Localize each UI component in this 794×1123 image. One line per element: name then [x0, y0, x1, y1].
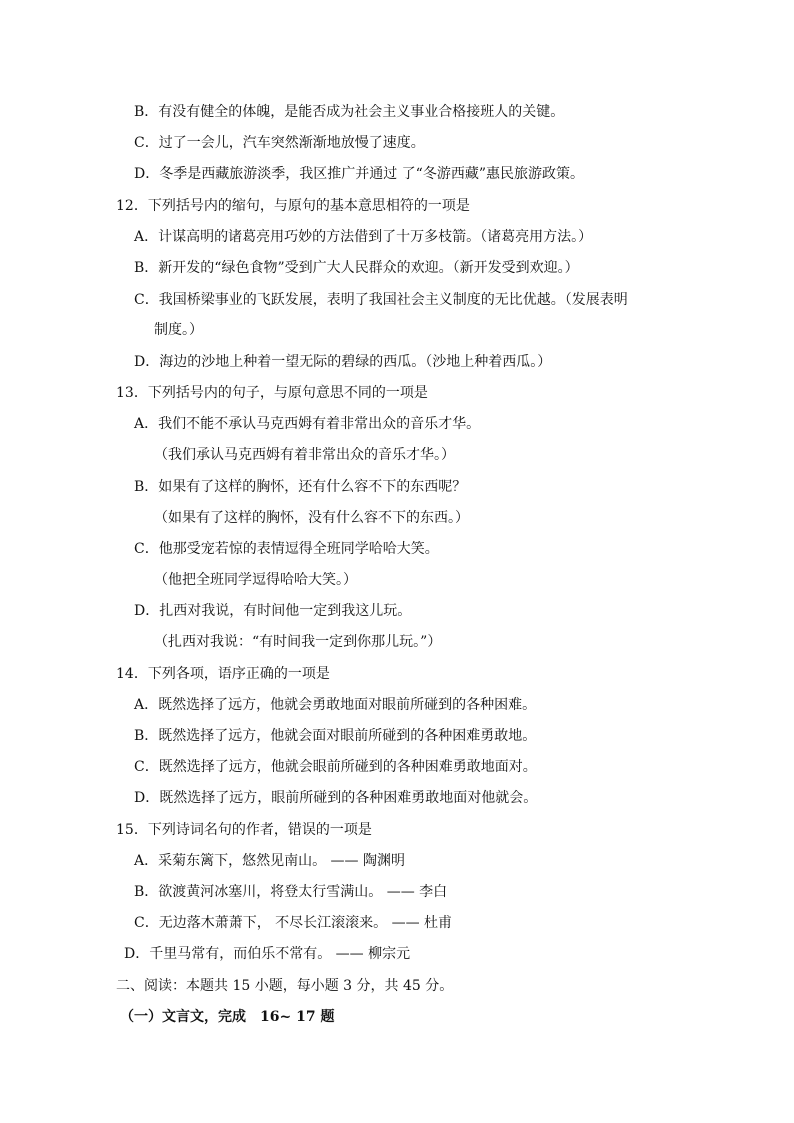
- option-14d: D．既然选择了远方，眼前所碰到的各种困难勇敢地面对他就会。: [134, 790, 538, 806]
- option-13d-paren: （扎西对我说：“有时间我一定到你那儿玩。”）: [154, 634, 442, 650]
- option-15b: B．欲渡黄河冰塞川，将登太行雪满山。 —— 李白: [134, 884, 448, 900]
- option-15c: C．无边落木萧萧下， 不尽长江滚滚来。 —— 杜甫: [134, 915, 453, 931]
- option-15d: D．千里马常有，而伯乐不常有。 —— 柳宗元: [124, 946, 411, 962]
- option-12b: B．新开发的“绿色食物”受到广大人民群众的欢迎。（新开发受到欢迎。）: [134, 260, 579, 276]
- option-14c: C．既然选择了远方，他就会眼前所碰到的各种困难勇敢地面对。: [134, 759, 537, 775]
- question-12: 12．下列括号内的缩句，与原句的基本意思相符的一项是: [116, 198, 470, 214]
- option-13b: B．如果有了这样的胸怀，还有什么容不下的东西呢？: [134, 479, 467, 495]
- question-14: 14．下列各项，语序正确的一项是: [116, 666, 330, 682]
- option-13d: D．扎西对我说，有时间他一定到我这儿玩。: [134, 603, 412, 619]
- option-11d: D．冬季是西藏旅游淡季，我区推广并通过 了“冬游西藏”惠民旅游政策。: [134, 166, 584, 182]
- option-14b: B．既然选择了远方，他就会面对眼前所碰到的各种困难勇敢地。: [134, 728, 537, 744]
- option-13c: C．他那受宠若惊的表情逗得全班同学哈哈大笑。: [134, 541, 439, 557]
- option-12c: C．我国桥梁事业的飞跃发展，表明了我国社会主义制度的无比优越。（发展表明: [134, 292, 628, 308]
- option-15a: A．采菊东篱下，悠然见南山。 —— 陶渊明: [134, 853, 406, 869]
- option-12a: A．计谋高明的诸葛亮用巧妙的方法借到了十万多枝箭。（诸葛亮用方法。）: [134, 229, 593, 245]
- question-13: 13．下列括号内的句子，与原句意思不同的一项是: [116, 385, 428, 401]
- question-15: 15．下列诗词名句的作者，错误的一项是: [116, 822, 372, 838]
- option-13b-paren: （如果有了这样的胸怀，没有什么容不下的东西。）: [154, 510, 469, 526]
- option-13c-paren: （他把全班同学逗得哈哈大笑。）: [154, 572, 357, 588]
- option-13a: A．我们不能不承认马克西姆有着非常出众的音乐才华。: [134, 416, 481, 432]
- option-11c: C．过了一会儿，汽车突然渐渐地放慢了速度。: [134, 135, 425, 151]
- section-reading: 二、阅读：本题共 15 小题，每小题 3 分，共 45 分。: [116, 978, 454, 994]
- subsection-classical: （一）文言文，完成 16~ 17 题: [120, 1009, 335, 1025]
- option-12c-cont: 制度。）: [154, 322, 203, 338]
- option-13a-paren: （我们承认马克西姆有着非常出众的音乐才华。）: [154, 447, 455, 463]
- option-12d: D．海边的沙地上种着一望无际的碧绿的西瓜。（沙地上种着西瓜。）: [134, 354, 552, 370]
- option-14a: A．既然选择了远方，他就会勇敢地面对眼前所碰到的各种困难。: [134, 697, 537, 713]
- option-11b: B．有没有健全的体魄，是能否成为社会主义事业合格接班人的关键。: [134, 104, 565, 120]
